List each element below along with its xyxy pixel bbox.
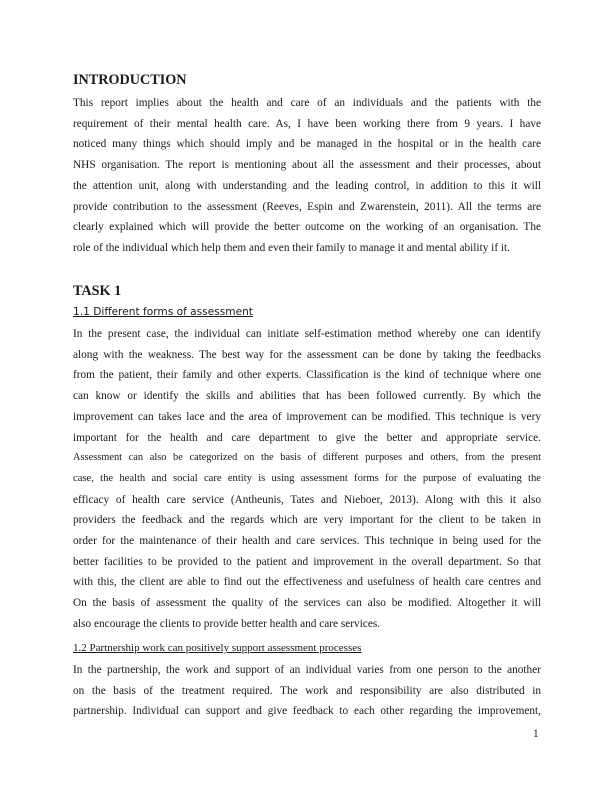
subheading-partnership-work: 1.2 Partnership work can positively support assessment processes [73, 642, 362, 654]
paragraph-line: case, the health and social care entity is using assessment forms for the purpose of evaluating the [73, 472, 541, 484]
page-number: 1 [533, 728, 539, 740]
introduction-heading: INTRODUCTION [73, 72, 187, 88]
paragraph-line: can know or identify the skills and abilities that has been followed currently. By which the [73, 390, 541, 403]
paragraph-line: with this, the client are able to find out the effectiveness and usefulness of health care centres and [73, 576, 541, 589]
paragraph-line: role of the individual which help them and even their family to manage it and mental ability if it. [73, 241, 511, 254]
paragraph-line: also encourage the clients to provide better health and care services. [73, 617, 381, 630]
paragraph-line: partnership. Individual can support and give feedback to each other regarding the improvement, [73, 705, 541, 718]
paragraph-line: This report implies about the health and care of an individuals and the patients with the [73, 97, 541, 109]
paragraph-line: provide contribution to the assessment (Reeves, Espin and Zwarenstein, 2011). All the terms are [73, 200, 541, 213]
paragraph-line: improvement can takes lace and the area of improvement can be modified. This technique is very [73, 410, 541, 423]
task1-paragraph-2 [73, 660, 541, 722]
introduction-paragraph [73, 93, 541, 259]
paragraph-line: requirement of their mental health care. As, I have been working there from 9 years. I have [73, 117, 541, 130]
paragraph-line: along with the weakness. The best way for the assessment can be done by taking the feedbacks [73, 348, 541, 361]
task1-paragraph-1 [73, 324, 541, 635]
paragraph-line: providers the feedback and the regards which are very important for the client to be taken in [73, 514, 541, 527]
paragraph-line: Assessment can also be categorized on the basis of different purposes and others, from the present [73, 452, 541, 464]
paragraph-line: NHS organisation. The report is mentioning about all the assessment and their processes, about [73, 159, 541, 172]
paragraph-line: In the partnership, the work and support of an individual varies from one person to the another [73, 664, 541, 676]
paragraph-line: In the present case, the individual can initiate self-estimation method whereby one can identify [73, 328, 541, 340]
paragraph-line: on the basis of the treatment required. The work and responsibility are also distributed in [73, 684, 541, 697]
paragraph-line: clearly explained which will provide the better outcome on the working of an organisation. The [73, 221, 541, 234]
paragraph-line: order for the maintenance of their health and care services. This technique in being used for the [73, 535, 541, 548]
paragraph-line: efficacy of health care service (Antheunis, Tates and Nieboer, 2013). Along with this it also [73, 493, 541, 506]
paragraph-line: from the patient, their family and other experts. Classification is the kind of technique where one [73, 369, 541, 382]
subheading-different-forms: 1.1 Different forms of assessment [73, 306, 253, 318]
paragraph-line: better facilities to be provided to the patient and improvement in the overall department. So that [73, 555, 541, 568]
paragraph-line: noticed many things which should imply and be managed in the hospital or in the health care [73, 138, 541, 151]
paragraph-line: On the basis of assessment the quality of the services can also be modified. Altogether it will [73, 597, 541, 610]
task1-heading: TASK 1 [73, 283, 122, 299]
paragraph-line: important for the health and care department to give the better and appropriate service. [73, 431, 541, 444]
paragraph-line: the attention unit, along with understanding and the leading control, in addition to this it will [73, 179, 541, 192]
